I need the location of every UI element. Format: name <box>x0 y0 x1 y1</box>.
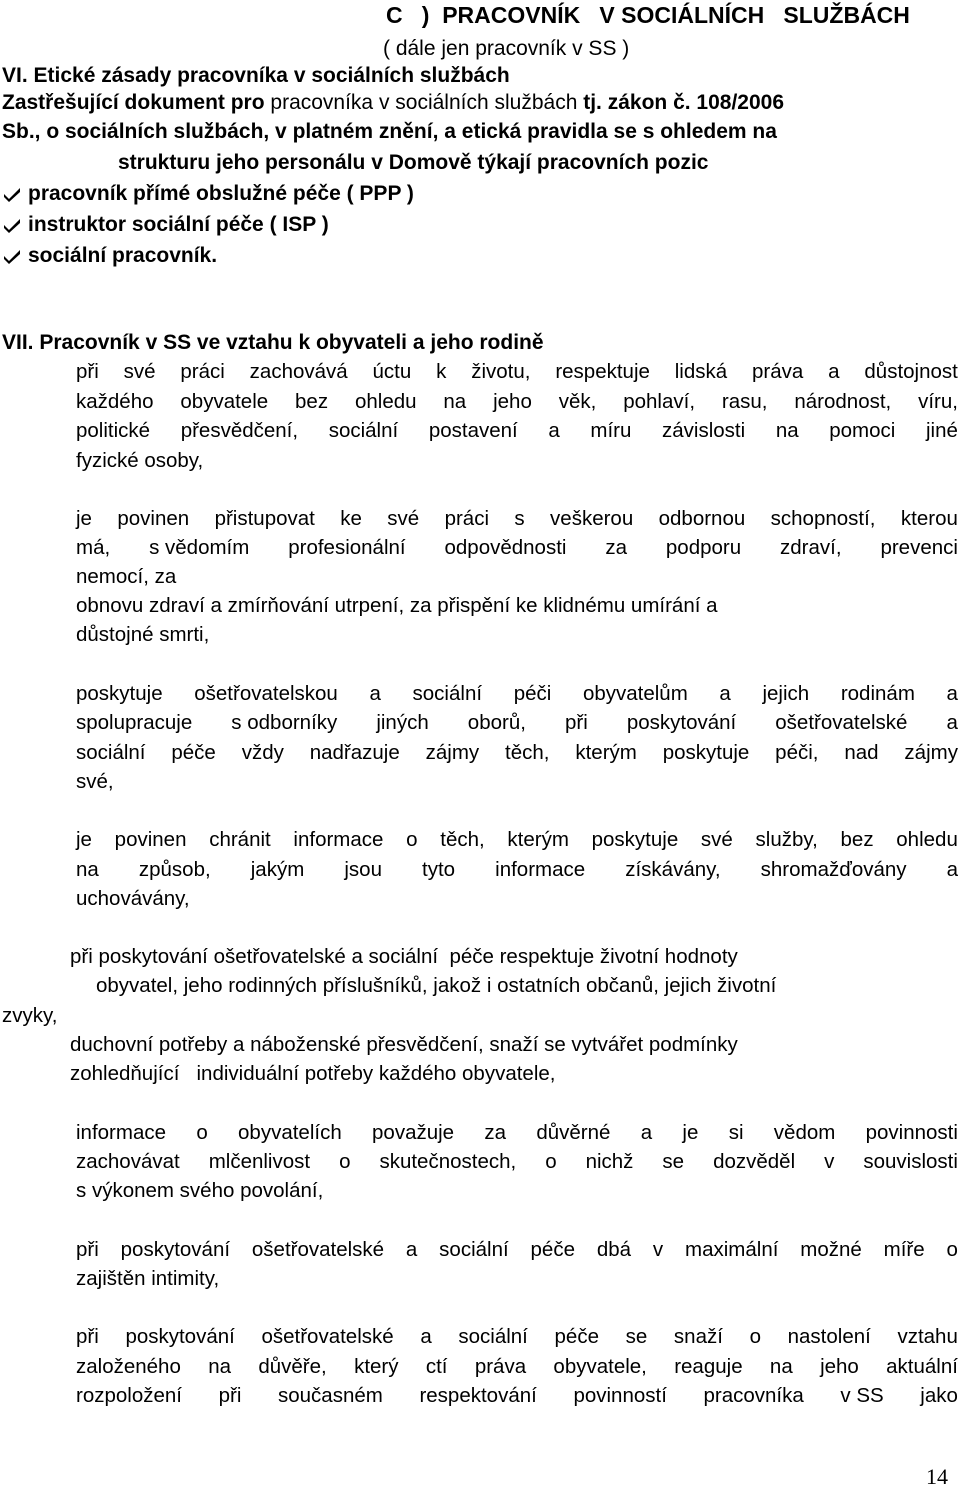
word: na <box>769 1355 793 1378</box>
word: ke <box>340 507 362 530</box>
word: rasu, <box>721 390 768 413</box>
word: jakým <box>250 858 305 881</box>
word: a <box>420 1325 432 1348</box>
word: získávány, <box>625 858 721 881</box>
word: shromažďovány <box>760 858 907 881</box>
paragraph-line: fyzické osoby, <box>76 449 204 472</box>
checkmark-icon <box>2 186 22 202</box>
word: péči <box>513 682 552 705</box>
word: profesionální <box>288 536 406 559</box>
word: ctí <box>425 1355 448 1378</box>
word: poskytování <box>125 1325 235 1348</box>
word: zájmy <box>904 741 958 764</box>
word: míru <box>590 419 632 442</box>
word: přesvědčení, <box>180 419 299 442</box>
word: v SS <box>840 1384 884 1407</box>
word: a <box>548 419 560 442</box>
word: své <box>387 507 420 530</box>
word: každého <box>76 390 154 413</box>
section-7-heading: VII. Pracovník v SS ve vztahu k obyvateli a jeho rodině <box>2 331 544 354</box>
bullet-text: pracovník přímé obslužné péče ( PPP ) <box>28 182 414 205</box>
section-6-line-1-bold: Zastřešující dokument pro <box>2 91 271 114</box>
word: jiných <box>376 711 429 734</box>
word: založeného <box>76 1355 181 1378</box>
word: oborů, <box>467 711 526 734</box>
word: při <box>218 1384 242 1407</box>
word: dozvěděl <box>713 1150 796 1173</box>
word: úctu <box>372 360 412 383</box>
word: reaguje <box>674 1355 743 1378</box>
word: své <box>123 360 156 383</box>
paragraph-line <box>76 421 958 442</box>
section-6-line-3: strukturu jeho personálu v Domově týkají pracovních pozic <box>118 151 709 174</box>
checkmark-icon <box>2 248 22 264</box>
word: obyvatelům <box>582 682 688 705</box>
word: péče <box>530 1238 575 1261</box>
word: kterou <box>900 507 958 530</box>
word: a <box>946 682 958 705</box>
word: přistupovat <box>214 507 315 530</box>
word: o <box>946 1238 958 1261</box>
word: své <box>700 828 733 851</box>
word: práva <box>474 1355 527 1378</box>
document-subtitle: ( dále jen pracovník v SS ) <box>383 37 630 60</box>
word: dbá <box>596 1238 632 1261</box>
word: s vědomím <box>149 536 250 559</box>
word: ohledu <box>354 390 417 413</box>
word: a <box>946 711 958 734</box>
word: vždy <box>241 741 284 764</box>
word: životu, <box>471 360 531 383</box>
word: si <box>728 1121 744 1144</box>
word: vědom <box>773 1121 836 1144</box>
word: při <box>76 1238 99 1261</box>
word: informace <box>76 1121 167 1144</box>
word: je <box>76 828 92 851</box>
word: ošetřovatelské <box>775 711 908 734</box>
paragraph-line: zajištěn intimity, <box>76 1267 220 1290</box>
word: při <box>76 360 99 383</box>
word: jsou <box>344 858 382 881</box>
paragraph-line: obyvatel, jeho rodinných příslušníků, jakož i ostatních občanů, jejich životní <box>96 974 777 997</box>
word: možné <box>800 1238 862 1261</box>
word: služby, <box>755 828 818 851</box>
paragraph-line <box>76 1240 958 1261</box>
paragraph-line: nemocí, za <box>76 565 177 588</box>
word: a <box>640 1121 653 1144</box>
paragraph-line: zohledňující individuální potřeby každého obyvatele, <box>70 1062 556 1085</box>
paragraph-line <box>76 860 958 881</box>
paragraph-line <box>76 1152 958 1173</box>
word: práva <box>752 360 804 383</box>
word: o <box>749 1325 761 1348</box>
page-number: 14 <box>926 1464 948 1489</box>
section-6-line-1 <box>2 92 784 113</box>
word: pohlaví, <box>623 390 696 413</box>
word: k <box>436 360 447 383</box>
word: povinen <box>117 507 190 530</box>
word: pomoci <box>829 419 896 442</box>
document-title: C ) PRACOVNÍK V SOCIÁLNÍCH SLUŽBÁCH <box>386 2 910 28</box>
bullet-item <box>2 183 414 204</box>
word: schopností, <box>770 507 876 530</box>
word: podporu <box>665 536 742 559</box>
paragraph-line <box>76 1357 958 1378</box>
word: současném <box>278 1384 383 1407</box>
word: péči, <box>775 741 819 764</box>
word: snaží <box>673 1325 723 1348</box>
paragraph-line: při poskytování ošetřovatelské a sociální péče respektuje životní hodnoty <box>70 945 738 968</box>
word: se <box>625 1325 648 1348</box>
paragraph-line: obnovu zdraví a zmírňování utrpení, za přispění ke klidnému umírání a <box>76 594 718 617</box>
word: a <box>405 1238 418 1261</box>
paragraph-line: s výkonem svého povolání, <box>76 1179 324 1202</box>
word: za <box>605 536 628 559</box>
word: obyvatele, <box>553 1355 647 1378</box>
word: o <box>339 1150 351 1173</box>
word: politické <box>76 419 151 442</box>
paragraph-line: své, <box>76 770 114 793</box>
word: který <box>354 1355 399 1378</box>
section-6-heading: VI. Etické zásady pracovníka v sociálních službách <box>2 64 510 87</box>
paragraph-line <box>76 743 958 764</box>
word: obyvatelích <box>238 1121 342 1144</box>
word: spolupracuje <box>76 711 193 734</box>
word: na <box>76 858 99 881</box>
word: maximální <box>685 1238 779 1261</box>
word: nadřazuje <box>309 741 400 764</box>
word: postavení <box>428 419 518 442</box>
word: povinností <box>573 1384 667 1407</box>
word: jako <box>920 1384 958 1407</box>
word: poskytuje <box>76 682 163 705</box>
word: péče <box>554 1325 599 1348</box>
word: má, <box>76 536 111 559</box>
word: obyvatele <box>180 390 269 413</box>
word: je <box>76 507 92 530</box>
bullet-item <box>2 245 217 266</box>
word: vztahu <box>897 1325 958 1348</box>
word: způsob, <box>138 858 211 881</box>
word: a <box>828 360 840 383</box>
word: v <box>824 1150 835 1173</box>
paragraph-line <box>76 392 958 413</box>
section-6-line-2: Sb., o sociálních službách, v platném znění, a etická pravidla se s ohledem na <box>2 120 777 143</box>
section-6-line-1-normal: pracovníka v sociálních službách <box>270 91 584 114</box>
word: rozpoložení <box>76 1384 182 1407</box>
bullet-item <box>2 214 329 235</box>
word: a <box>946 858 958 881</box>
word: ošetřovatelské <box>251 1238 385 1261</box>
paragraph-line <box>76 1386 958 1407</box>
word: poskytování <box>626 711 737 734</box>
word: o <box>406 828 418 851</box>
word: sociální <box>439 1238 509 1261</box>
word: národnost, <box>794 390 892 413</box>
word: jejich <box>762 682 810 705</box>
word: a <box>719 682 731 705</box>
word: věk, <box>558 390 597 413</box>
word: na <box>443 390 467 413</box>
word: sociální <box>328 419 399 442</box>
bullet-text: sociální pracovník. <box>28 244 218 267</box>
word: aktuální <box>886 1355 958 1378</box>
word: povinnosti <box>865 1121 958 1144</box>
word: informace <box>293 828 384 851</box>
paragraph-line: zvyky, <box>2 1004 58 1027</box>
word: rodinám <box>840 682 915 705</box>
word: pracovníka <box>703 1384 804 1407</box>
word: ohledu <box>896 828 958 851</box>
word: jeho <box>493 390 532 413</box>
word: prevenci <box>880 536 958 559</box>
word: důstojnost <box>864 360 958 383</box>
word: o <box>196 1121 208 1144</box>
word: zachovávat <box>76 1150 180 1173</box>
word: poskytuje <box>591 828 679 851</box>
word: lidská <box>674 360 728 383</box>
paragraph-line <box>76 362 958 383</box>
word: nichž <box>585 1150 634 1173</box>
word: důvěře, <box>258 1355 327 1378</box>
word: jeho <box>820 1355 859 1378</box>
word: při <box>564 711 588 734</box>
word: mlčenlivost <box>208 1150 311 1173</box>
word: skutečnostech, <box>379 1150 517 1173</box>
word: s odborníky <box>231 711 338 734</box>
word: na <box>775 419 799 442</box>
word: a <box>369 682 381 705</box>
word: víru, <box>918 390 958 413</box>
word: péče <box>171 741 216 764</box>
paragraph-line <box>76 509 958 530</box>
word: na <box>208 1355 232 1378</box>
word: o <box>545 1150 557 1173</box>
section-6-line-1-end: tj. zákon č. 108/2006 <box>583 91 785 114</box>
paragraph-line <box>76 713 958 734</box>
word: respektuje <box>555 360 650 383</box>
word: při <box>76 1325 99 1348</box>
word: bez <box>295 390 329 413</box>
word: kterým <box>507 828 569 851</box>
word: odpovědnosti <box>444 536 567 559</box>
word: respektování <box>419 1384 537 1407</box>
paragraph-line: uchovávány, <box>76 887 190 910</box>
paragraph-line <box>76 1123 958 1144</box>
word: se <box>662 1150 685 1173</box>
word: ošetřovatelskou <box>194 682 338 705</box>
word: považuje <box>372 1121 455 1144</box>
word: poskytování <box>120 1238 231 1261</box>
word: povinen <box>114 828 187 851</box>
word: nastolení <box>787 1325 871 1348</box>
paragraph-line: důstojné smrti, <box>76 623 210 646</box>
word: za <box>484 1121 507 1144</box>
word: důvěrné <box>536 1121 611 1144</box>
word: informace <box>495 858 586 881</box>
word: závislosti <box>662 419 746 442</box>
word: souvislosti <box>863 1150 958 1173</box>
word: práci <box>180 360 225 383</box>
word: v <box>652 1238 664 1261</box>
word: odbornou <box>658 507 746 530</box>
word: míře <box>883 1238 925 1261</box>
word: bez <box>840 828 874 851</box>
paragraph-line: duchovní potřeby a náboženské přesvědčení, snaží se vytvářet podmínky <box>70 1033 738 1056</box>
word: jiné <box>925 419 958 442</box>
bullet-text: instruktor sociální péče ( ISP ) <box>28 213 329 236</box>
word: zachovává <box>249 360 348 383</box>
word: poskytuje <box>662 741 750 764</box>
word: sociální <box>412 682 483 705</box>
word: sociální <box>458 1325 528 1348</box>
word: s <box>514 507 525 530</box>
paragraph-line <box>76 684 958 705</box>
word: nad <box>844 741 879 764</box>
word: kterým <box>575 741 637 764</box>
paragraph-line <box>76 830 958 851</box>
word: zájmy <box>425 741 480 764</box>
word: tyto <box>422 858 456 881</box>
checkmark-icon <box>2 217 22 233</box>
word: chránit <box>209 828 271 851</box>
word: sociální <box>76 741 146 764</box>
word: je <box>682 1121 699 1144</box>
word: těch, <box>440 828 485 851</box>
paragraph-line <box>76 1327 958 1348</box>
word: práci <box>444 507 490 530</box>
word: těch, <box>505 741 550 764</box>
word: zdraví, <box>780 536 842 559</box>
word: ošetřovatelské <box>261 1325 394 1348</box>
paragraph-line <box>76 538 958 559</box>
word: veškerou <box>550 507 634 530</box>
